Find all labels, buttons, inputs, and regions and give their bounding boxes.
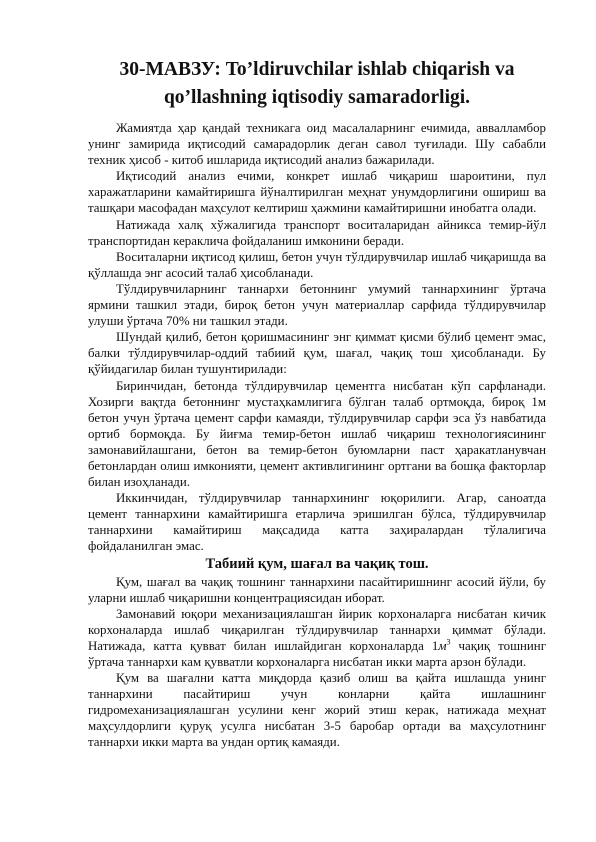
paragraph: Қум, шағал ва чақиқ тошнинг таннархини пасайтиришнинг асосий йўли, бу уларни ишлаб чиқаришни концентрациясидан иборат.	[88, 574, 546, 605]
paragraph: Натижада халқ хўжалигида транспорт воситаларидан айникса темир-йўл транспортидан кераклича фойдаланиш имконини беради.	[88, 217, 546, 248]
section-heading: Табиий қум, шағал ва чақиқ тош.	[205, 555, 429, 572]
paragraph-text: Замонавий юқори механизациялашган йирик корхоналарга нисбатан кичик корхоналарда ишлаб чиқарилган тўлдирувчилар таннархи қиммат бўлади. Натижада, катта қувват билан ишлайдиган корхоналарда 1	[88, 606, 546, 653]
paragraph-text: чақиқ тошнинг ўртача таннархи кам қувватли корхоналарга нисбатан икки марта арзон бўлади.	[88, 638, 546, 669]
unit: м	[438, 638, 447, 653]
paragraph: Иккинчидан, тўлдирувчилар таннархининг юқорилиги. Агар, саноатда цемент таннархини камайтиришга етарлича эришилган бўлса, тўлдирувчилар таннархини камайтириш мақсадида катта заҳиралардан тўлалигича фойдаланилган эмас.	[88, 491, 546, 554]
title-line-2: qo’llashning iqtisodiy samaradorligi.	[163, 87, 471, 108]
paragraph: Иқтисодий анализ ечими, конкрет ишлаб чиқариш шароитини, пул харажатларини камайтиришга йўналтирилган меҳнат унумдорлигини ошириш ва ташқари масофадан маҳсулот келтириш ҳажмини камайтиришни инобатга олади.	[88, 169, 546, 216]
title-line-1: 30-МАВЗУ: To’ldiruvchilar ishlab chiqarish va	[119, 59, 515, 80]
paragraph: Қум ва шағални катта миқдорда қазиб олиш ва қайта ишлашда унинг таннархини пасайтириш учун конларни қайта ишлашнинг гидромеханизациялашган усулини кенг жорий этиш керак, натижада меҳнат маҳсулдорлиги қуруқ усулга нисбатан 3-5 баробар ортади ва маҳсулотнинг таннархи икки марта ва ундан ортиқ камаяди.	[88, 671, 546, 750]
paragraph: Биринчидан, бетонда тўлдирувчилар цементга нисбатан кўп сарфланади. Хозирги вақтда бетоннинг мустаҳкамлигига бўлган талаб ортмоқда, бироқ 1м бетон учун ўртача цемент сарфи камаяди, тўлдирувчилар сарфи эса ўз навбатида ортиб бормоқда. Бу йиғма темир-бетон ишлаб чиқариш технологиясининг замонавийлашгани, бетон ва темир-бетон буюмларни паст ҳаракатланувчан бетонлардан олиш имконияти, цемент активлигининг ортгани ва бошқа факторлар билан изоҳланади.	[88, 378, 546, 490]
paragraph: Шундай қилиб, бетон қоришмасининг энг қиммат қисми бўлиб цемент эмас, балки тўлдирувчилар-оддий табиий қум, шағал, чақиқ тош ҳисобланади. Бу қўйидагилар билан тушунтирилади:	[88, 330, 546, 377]
unit-exponent: 3	[446, 637, 451, 647]
paragraph: Воситаларни иқтисод қилиш, бетон учун тўлдирувчилар ишлаб чиқаришда ва қўллашда энг асосий талаб ҳисобланади.	[88, 249, 546, 280]
page-title	[88, 56, 546, 112]
paragraph: Жамиятда ҳар қандай техникага оид масалаларнинг ечимида, аввалламбор унинг замирида иқтисодий самарадорлик деган савол туғилади. Шу сабабли техник ҳисоб - китоб ишларида иқтисодий анализ бажарилади.	[88, 121, 546, 168]
paragraph	[88, 606, 546, 670]
paragraph: Тўлдирувчиларнинг таннархи бетоннинг умумий таннархининг ўртача ярмини ташкил этади, бироқ бетон учун материаллар сарфида тўлдирувчилар улуши ўртача 70% ни ташкил этади.	[88, 281, 546, 329]
